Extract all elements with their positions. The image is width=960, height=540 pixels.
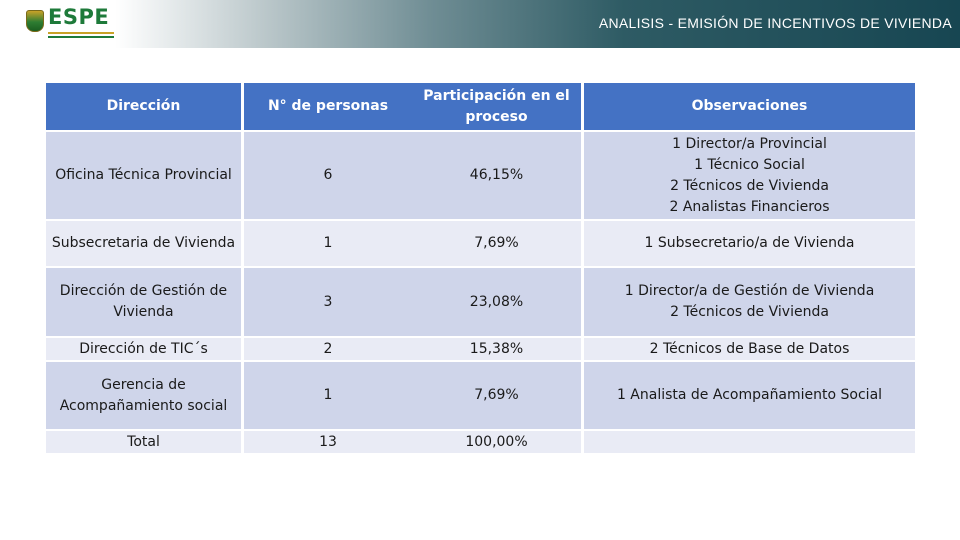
cell-direccion: Dirección de Gestión de Vivienda	[46, 268, 241, 338]
observacion-line: 2 Técnicos de Vivienda	[670, 304, 829, 320]
cell-personas: 6	[244, 132, 412, 221]
cell-observaciones	[584, 132, 915, 221]
logo-text: ESPE	[48, 5, 110, 29]
cell-direccion: Total	[46, 431, 241, 455]
cell-personas: 3	[244, 268, 412, 338]
cell-participacion: 7,69%	[412, 221, 581, 268]
espe-logo	[26, 5, 116, 40]
logo-stripe-green	[48, 36, 114, 38]
cell-personas: 1	[244, 362, 412, 431]
table-row	[46, 132, 915, 221]
table-row	[46, 268, 915, 338]
observacion-line: 1 Analista de Acompañamiento Social	[616, 387, 883, 403]
cell-personas: 1	[244, 221, 412, 268]
observacion-line: 2 Técnicos de Vivienda	[670, 177, 829, 194]
table-row	[46, 362, 915, 431]
university-emblem-icon	[26, 10, 44, 32]
cell-observaciones	[584, 268, 915, 338]
cell-observaciones	[584, 221, 915, 268]
table-row-total	[46, 431, 915, 455]
observacion-line: 1 Director/a Provincial	[672, 135, 827, 152]
header-bar	[0, 0, 960, 48]
page-title: ANALISIS - EMISIÓN DE INCENTIVOS DE VIVIENDA	[598, 15, 952, 31]
cell-personas: 2	[244, 338, 412, 362]
cell-direccion: Dirección de TIC´s	[46, 338, 241, 362]
header-direccion: Dirección	[46, 83, 241, 132]
header-participacion: Participación en el proceso	[412, 83, 581, 132]
observacion-line: 2 Técnicos de Base de Datos	[649, 340, 850, 357]
observacion-line: 1 Director/a de Gestión de Vivienda	[624, 283, 875, 299]
incentives-table	[46, 83, 915, 455]
observacion-line: 1 Técnico Social	[694, 156, 805, 173]
cell-direccion: Subsecretaria de Vivienda	[46, 221, 241, 268]
cell-participacion: 46,15%	[412, 132, 581, 221]
cell-personas: 13	[244, 431, 412, 455]
cell-direccion: Gerencia de Acompañamiento social	[46, 362, 241, 431]
cell-participacion: 100,00%	[412, 431, 581, 455]
table-row	[46, 221, 915, 268]
cell-participacion: 23,08%	[412, 268, 581, 338]
header-personas: N° de personas	[244, 83, 412, 132]
cell-participacion: 15,38%	[412, 338, 581, 362]
cell-observaciones	[584, 338, 915, 362]
observacion-line: 1 Subsecretario/a de Vivienda	[644, 235, 855, 251]
table-row	[46, 338, 915, 362]
cell-participacion: 7,69%	[412, 362, 581, 431]
cell-observaciones	[584, 362, 915, 431]
table-header-row	[46, 83, 915, 132]
logo-stripe-gold	[48, 32, 114, 34]
cell-direccion: Oficina Técnica Provincial	[46, 132, 241, 221]
observacion-line: 2 Analistas Financieros	[669, 198, 830, 215]
header-observaciones: Observaciones	[584, 83, 915, 132]
cell-observaciones	[584, 431, 915, 455]
